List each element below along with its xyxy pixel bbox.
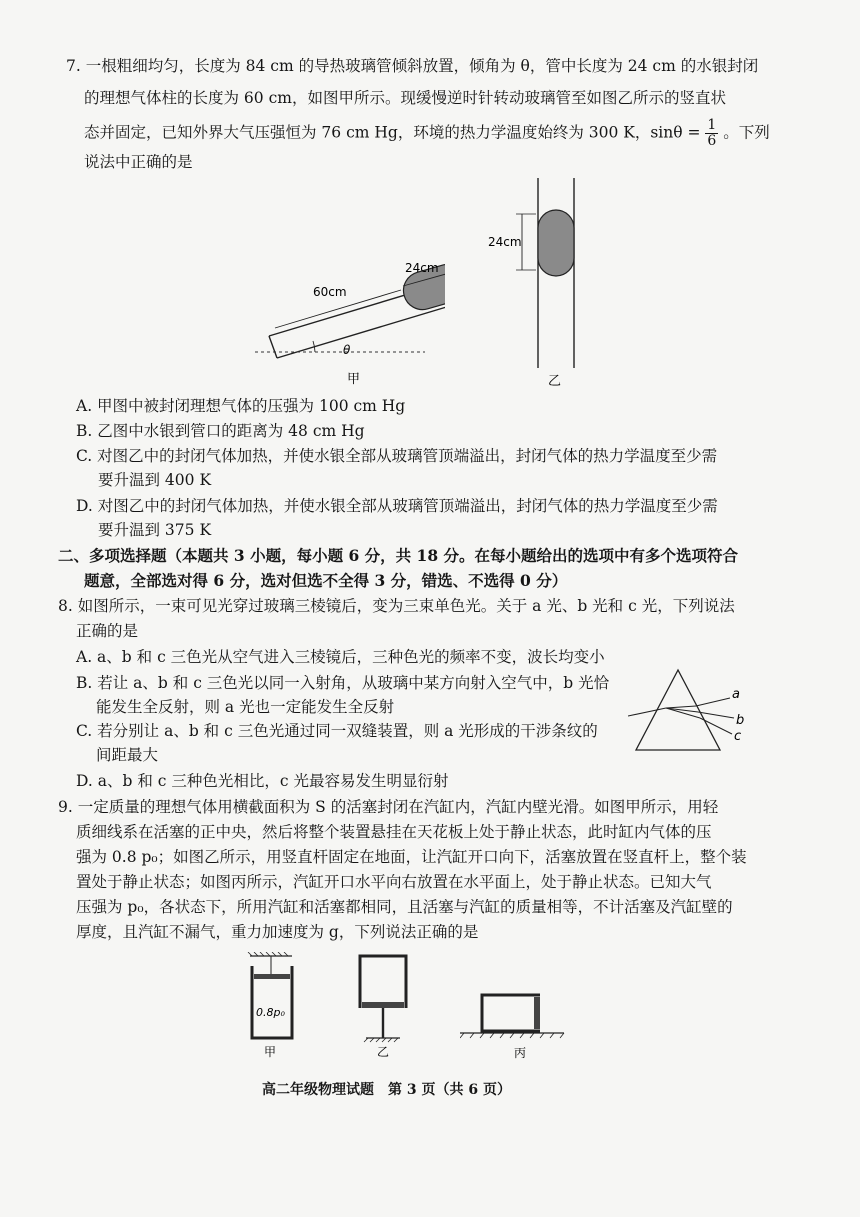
q7-figure-jia bbox=[255, 250, 445, 390]
caption-bing: 丙 bbox=[514, 1046, 527, 1060]
label-24cm-yi: 24cm bbox=[488, 235, 522, 249]
caption-jia: 甲 bbox=[347, 372, 361, 387]
section2-heading-line1: 二、多项选择题（本题共 3 小题，每小题 6 分，共 18 分。在每小题给出的选项中有多个选项符合 bbox=[58, 546, 739, 565]
q8-line1: 8. 如图所示，一束可见光穿过玻璃三棱镜后，变为三束单色光。关于 a 光、b 光和 c 光，下列说法 bbox=[58, 597, 735, 615]
q9-line3: 强为 0.8 p₀；如图乙所示，用竖直杆固定在地面，让汽缸开口向下，活塞放置在竖直杆上，整个装 bbox=[76, 848, 747, 866]
section2-heading-line2: 题意，全部选对得 6 分，选对但选不全得 3 分，错选、不选得 0 分） bbox=[84, 571, 568, 590]
q8-line2: 正确的是 bbox=[76, 622, 139, 640]
q9-line5: 压强为 p₀，各状态下，所用汽缸和活塞都相同，且活塞与汽缸的质量相等，不计活塞及汽缸壁的 bbox=[76, 898, 733, 916]
q7-option-d-line1: D. 对图乙中的封闭气体加热，并使水银全部从玻璃管顶端溢出，封闭气体的热力学温度至少需 bbox=[76, 497, 718, 515]
q7-frac-num: 1 bbox=[707, 117, 717, 133]
q7-line3-end: 。下列 bbox=[723, 123, 770, 142]
q7-option-a: A. 甲图中被封闭理想气体的压强为 100 cm Hg bbox=[76, 397, 406, 415]
label-24cm-jia: 24cm bbox=[405, 261, 439, 275]
q8-option-d: D. a、b 和 c 三种色光相比，c 光最容易发生明显衍射 bbox=[76, 772, 449, 790]
q7-frac-den: 6 bbox=[707, 133, 717, 149]
q7-line2: 的理想气体柱的长度为 60 cm，如图甲所示。现缓慢逆时针转动玻璃管至如图乙所示的竖直状 bbox=[84, 89, 726, 107]
q7-line4: 说法中正确的是 bbox=[84, 153, 193, 171]
label-b: b bbox=[736, 713, 745, 728]
q7-option-d-line2: 要升温到 375 K bbox=[98, 521, 212, 539]
q9-line6: 厚度，且汽缸不漏气，重力加速度为 g，下列说法正确的是 bbox=[76, 923, 479, 941]
cylinder-bing bbox=[482, 995, 540, 1031]
caption-jia-q9: 甲 bbox=[264, 1045, 277, 1059]
q9-line2: 质细线系在活塞的正中央，然后将整个装置悬挂在天花板上处于静止状态，此时缸内气体的压 bbox=[76, 823, 712, 841]
pressure-label: 0.8p₀ bbox=[256, 1006, 285, 1019]
q8-option-c-line2: 间距最大 bbox=[96, 746, 159, 764]
q7-option-c-line2: 要升温到 400 K bbox=[98, 471, 212, 489]
q9-line1: 9. 一定质量的理想气体用横截面积为 S 的活塞封闭在汽缸内，汽缸内壁光滑。如图甲所示，用轻 bbox=[58, 798, 719, 816]
label-60cm: 60cm bbox=[313, 285, 347, 299]
q8-option-c-line1: C. 若分别让 a、b 和 c 三色光通过同一双缝装置，则 a 光形成的干涉条纹的 bbox=[76, 722, 598, 740]
caption-yi-q9: 乙 bbox=[377, 1045, 390, 1059]
label-c: c bbox=[734, 729, 742, 744]
q7-fraction bbox=[705, 118, 718, 149]
label-theta: θ bbox=[343, 343, 351, 357]
q8-option-b-line1: B. 若让 a、b 和 c 三色光以同一入射角，从玻璃中某方向射入空气中，b 光恰 bbox=[76, 674, 610, 692]
q9-line4: 置处于静止状态；如图丙所示，汽缸开口水平向右放置在水平面上，处于静止状态。已知大气 bbox=[76, 873, 712, 891]
q8-prism-figure bbox=[628, 668, 768, 758]
q9-figure-yi bbox=[352, 952, 414, 1062]
mercury-column-vertical bbox=[538, 210, 574, 276]
cylinder-yi bbox=[360, 956, 406, 1008]
caption-yi: 乙 bbox=[548, 374, 562, 388]
q7-line3-text: 态并固定，已知外界大气压强恒为 76 cm Hg，环境的热力学温度始终为 300 K，sinθ = bbox=[84, 123, 701, 142]
ray-a bbox=[696, 698, 730, 706]
q8-option-b-line2: 能发生全反射，则 a 光也一定能发生全反射 bbox=[96, 698, 395, 716]
q7-line3 bbox=[84, 118, 770, 149]
q9-figure-jia bbox=[242, 952, 302, 1062]
label-a: a bbox=[732, 687, 740, 702]
page-footer: 高二年级物理试题 第 3 页（共 6 页） bbox=[262, 1082, 511, 1098]
incident-ray bbox=[628, 708, 666, 716]
piston-jia bbox=[254, 974, 290, 979]
q7-option-b: B. 乙图中水银到管口的距离为 48 cm Hg bbox=[76, 422, 365, 440]
ray-c bbox=[700, 718, 732, 734]
piston-yi bbox=[362, 1002, 404, 1008]
q7-figure-yi bbox=[488, 178, 588, 388]
q7-option-c-line1: C. 对图乙中的封闭气体加热，并使水银全部从玻璃管顶端溢出，封闭气体的热力学温度至少需 bbox=[76, 447, 718, 465]
piston-bing bbox=[534, 997, 540, 1029]
q8-option-a: A. a、b 和 c 三色光从空气进入三棱镜后，三种色光的频率不变，波长均变小 bbox=[76, 648, 605, 666]
q9-figure-bing bbox=[460, 985, 570, 1065]
q7-line1: 7. 一根粗细均匀，长度为 84 cm 的导热玻璃管倾斜放置，倾角为 θ，管中长度为 24 cm 的水银封闭 bbox=[66, 57, 759, 75]
